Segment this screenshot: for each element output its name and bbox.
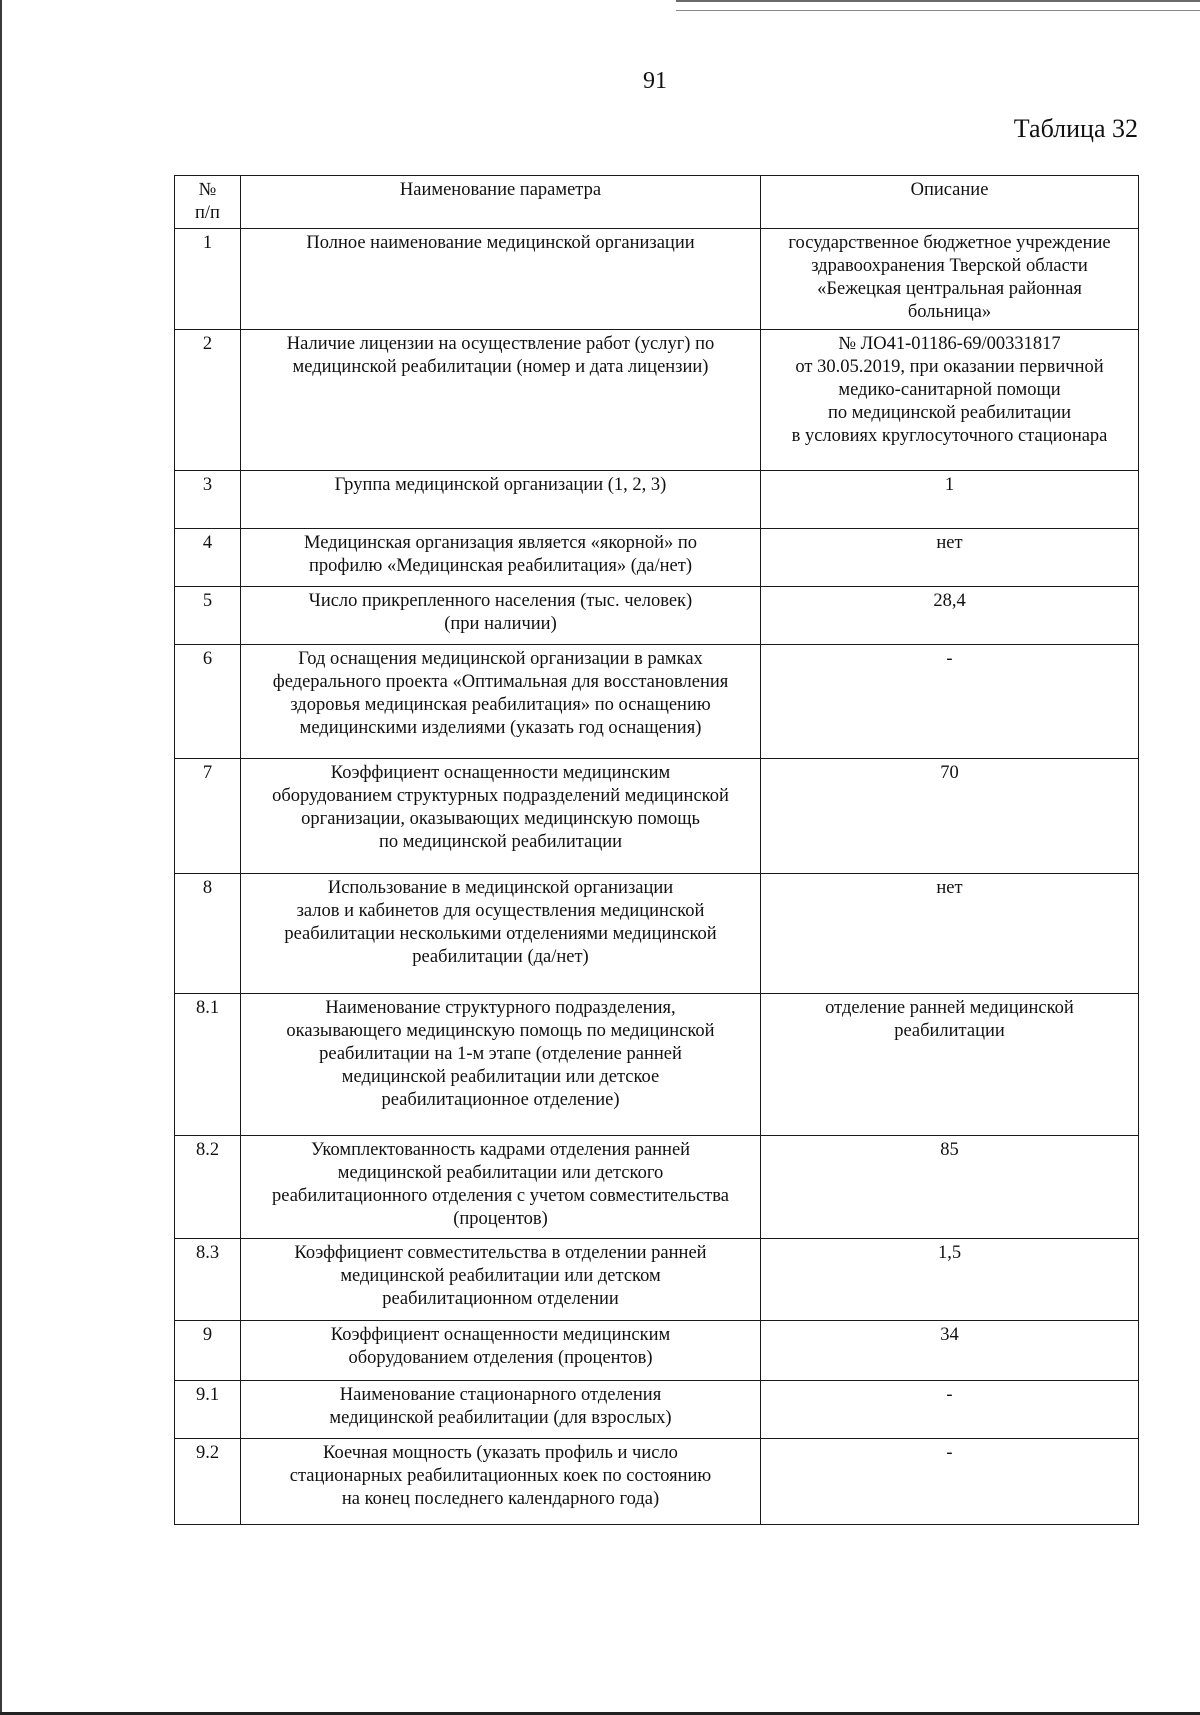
row-number: 2 [175, 330, 241, 471]
row-number: 8.2 [175, 1136, 241, 1239]
row-description: 34 [761, 1321, 1139, 1381]
row-number: 9.2 [175, 1439, 241, 1525]
row-parameter: Коэффициент совместительства в отделении ранней медицинской реабилитации или детском реабилитационном отделении [241, 1239, 761, 1321]
table-row [175, 1381, 1139, 1439]
scan-edge-left [0, 0, 2, 1715]
table-header-row [175, 176, 1139, 229]
row-parameter: Коечная мощность (указать профиль и число стационарных реабилитационных коек по состоянию на конец последнего календарного года) [241, 1439, 761, 1525]
table-row [175, 1321, 1139, 1381]
row-number: 8.1 [175, 994, 241, 1136]
table-row [175, 529, 1139, 587]
row-description: 70 [761, 759, 1139, 874]
table-row [175, 645, 1139, 759]
row-description: 28,4 [761, 587, 1139, 645]
table-row [175, 229, 1139, 330]
table-row [175, 1439, 1139, 1525]
page-number: 91 [643, 68, 667, 94]
row-parameter: Год оснащения медицинской организации в рамках федерального проекта «Оптимальная для восстановления здоровья медицинская реабилитация» по оснащению медицинскими изделиями (указать год оснащения) [241, 645, 761, 759]
table-caption: Таблица 32 [1013, 114, 1138, 143]
table-row [175, 759, 1139, 874]
row-parameter: Число прикрепленного населения (тыс. человек) (при наличии) [241, 587, 761, 645]
row-description: государственное бюджетное учреждение здравоохранения Тверской области «Бежецкая центральная районная больница» [761, 229, 1139, 330]
row-number: 8.3 [175, 1239, 241, 1321]
row-parameter: Медицинская организация является «якорной» по профилю «Медицинская реабилитация» (да/нет) [241, 529, 761, 587]
scan-edge-line [676, 10, 1200, 11]
row-description: - [761, 1439, 1139, 1525]
row-description: 85 [761, 1136, 1139, 1239]
table-row [175, 1239, 1139, 1321]
table-row [175, 874, 1139, 994]
table-row [175, 587, 1139, 645]
row-parameter: Наличие лицензии на осуществление работ (услуг) по медицинской реабилитации (номер и дата лицензии) [241, 330, 761, 471]
header-cell-parameter: Наименование параметра [241, 176, 761, 229]
row-parameter: Коэффициент оснащенности медицинским оборудованием структурных подразделений медицинской организации, оказывающих медицинскую помощь по медицинской реабилитации [241, 759, 761, 874]
row-description: - [761, 645, 1139, 759]
table-row [175, 471, 1139, 529]
row-parameter: Коэффициент оснащенности медицинским оборудованием отделения (процентов) [241, 1321, 761, 1381]
row-number: 9 [175, 1321, 241, 1381]
row-parameter: Укомплектованность кадрами отделения ранней медицинской реабилитации или детского реабилитационного отделения с учетом совместительства (процентов) [241, 1136, 761, 1239]
row-number: 6 [175, 645, 241, 759]
row-number: 5 [175, 587, 241, 645]
row-description: 1 [761, 471, 1139, 529]
row-parameter: Группа медицинской организации (1, 2, 3) [241, 471, 761, 529]
row-number: 8 [175, 874, 241, 994]
scan-edge-top [676, 0, 1200, 2]
row-description: нет [761, 529, 1139, 587]
row-number: 1 [175, 229, 241, 330]
row-number: 3 [175, 471, 241, 529]
row-description: - [761, 1381, 1139, 1439]
row-description: отделение ранней медицинской реабилитации [761, 994, 1139, 1136]
row-description: нет [761, 874, 1139, 994]
table-row [175, 994, 1139, 1136]
row-parameter: Полное наименование медицинской организации [241, 229, 761, 330]
header-cell-description: Описание [761, 176, 1139, 229]
table-row [175, 330, 1139, 471]
row-parameter: Использование в медицинской организации залов и кабинетов для осуществления медицинской реабилитации несколькими отделениями медицинской реабилитации (да/нет) [241, 874, 761, 994]
row-number: 9.1 [175, 1381, 241, 1439]
row-description: № ЛО41-01186-69/00331817 от 30.05.2019, при оказании первичной медико-санитарной помощи по медицинской реабилитации в условиях круглосуточного стационара [761, 330, 1139, 471]
row-parameter: Наименование структурного подразделения, оказывающего медицинскую помощь по медицинской реабилитации на 1-м этапе (отделение ранней медицинской реабилитации или детское реабилитационное отделение) [241, 994, 761, 1136]
header-cell-number: № п/п [175, 176, 241, 229]
row-description: 1,5 [761, 1239, 1139, 1321]
row-parameter: Наименование стационарного отделения медицинской реабилитации (для взрослых) [241, 1381, 761, 1439]
row-number: 4 [175, 529, 241, 587]
table-row [175, 1136, 1139, 1239]
row-number: 7 [175, 759, 241, 874]
parameters-table [174, 175, 1139, 1525]
